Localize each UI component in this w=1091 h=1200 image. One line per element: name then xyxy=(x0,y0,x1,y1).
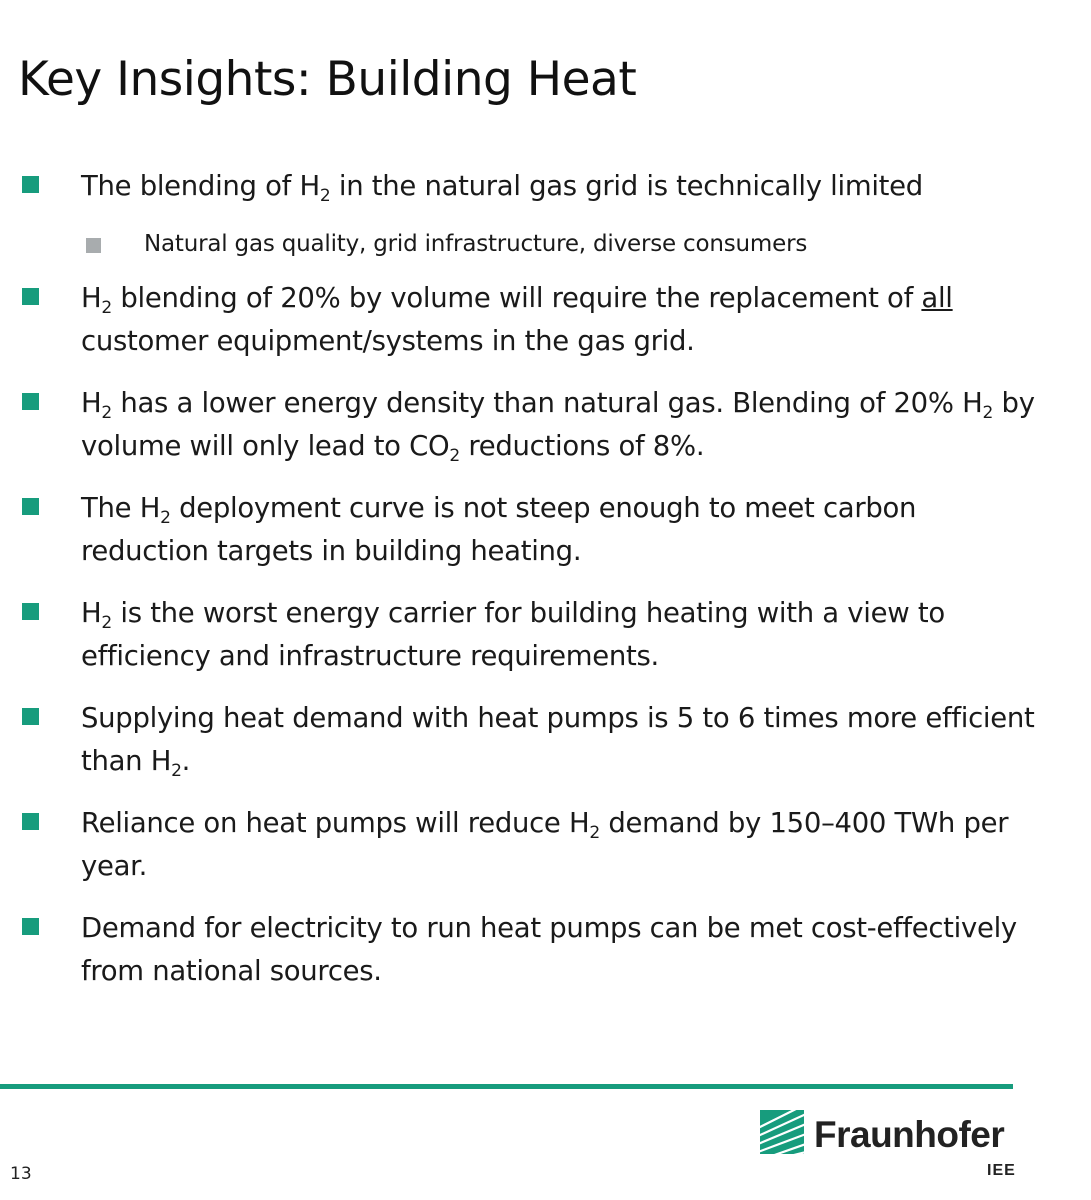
bullet-text: Demand for electricity to run heat pumps can be met cost-effectively from national sources. xyxy=(81,912,1017,987)
bullet-square-icon xyxy=(22,603,39,620)
bullet-item xyxy=(0,907,1091,993)
logo-institute: IEE xyxy=(987,1162,1016,1179)
bullet-item xyxy=(0,382,1091,468)
bullet-square-icon xyxy=(22,813,39,830)
logo-wordmark: Fraunhofer xyxy=(814,1114,1005,1155)
bullet-list xyxy=(0,165,1091,1012)
bullet-text: Supplying heat demand with heat pumps is 5 to 6 times more efficient than $H_2$. xyxy=(81,702,1035,781)
bullet-square-icon xyxy=(22,918,39,935)
bullet-text: $H_2$ blending of 20% by volume will require the replacement of all customer equipment/systems in the gas grid. xyxy=(81,282,953,357)
bullet-square-icon xyxy=(22,393,39,410)
bullet-square-icon xyxy=(22,708,39,725)
bullet-item xyxy=(0,165,1091,208)
footer-divider xyxy=(0,1084,1013,1089)
sub-bullet-item xyxy=(0,225,1091,263)
fraunhofer-logo-icon xyxy=(760,1110,804,1154)
bullet-text: $H_2$ has a lower energy density than natural gas. Blending of 20% $H_2$ by volume will only lead to $CO_2$ reductions of 8%. xyxy=(81,387,1035,466)
page-number: 13 xyxy=(10,1164,32,1184)
bullet-square-icon xyxy=(22,176,39,193)
bullet-square-icon xyxy=(22,498,39,515)
sub-bullet-text: Natural gas quality, grid infrastructure, diverse consumers xyxy=(144,231,808,257)
bullet-item xyxy=(0,277,1091,363)
bullet-item xyxy=(0,697,1091,783)
underlined-word: all xyxy=(921,282,953,314)
bullet-item xyxy=(0,487,1091,573)
sub-bullet-square-icon xyxy=(86,238,101,253)
bullet-text: The $H_2$ deployment curve is not steep enough to meet carbon reduction targets in building heating. xyxy=(81,492,917,567)
bullet-text: $H_2$ is the worst energy carrier for building heating with a view to efficiency and infrastructure requirements. xyxy=(81,597,945,672)
bullet-text: The blending of $H_2$ in the natural gas grid is technically limited xyxy=(81,170,923,206)
slide-title: Key Insights: Building Heat xyxy=(18,52,637,107)
bullet-square-icon xyxy=(22,288,39,305)
fraunhofer-logo xyxy=(760,1110,1020,1190)
bullet-item xyxy=(0,592,1091,678)
bullet-item xyxy=(0,802,1091,888)
bullet-text: Reliance on heat pumps will reduce $H_2$ demand by 150–400 TWh per year. xyxy=(81,807,1009,882)
